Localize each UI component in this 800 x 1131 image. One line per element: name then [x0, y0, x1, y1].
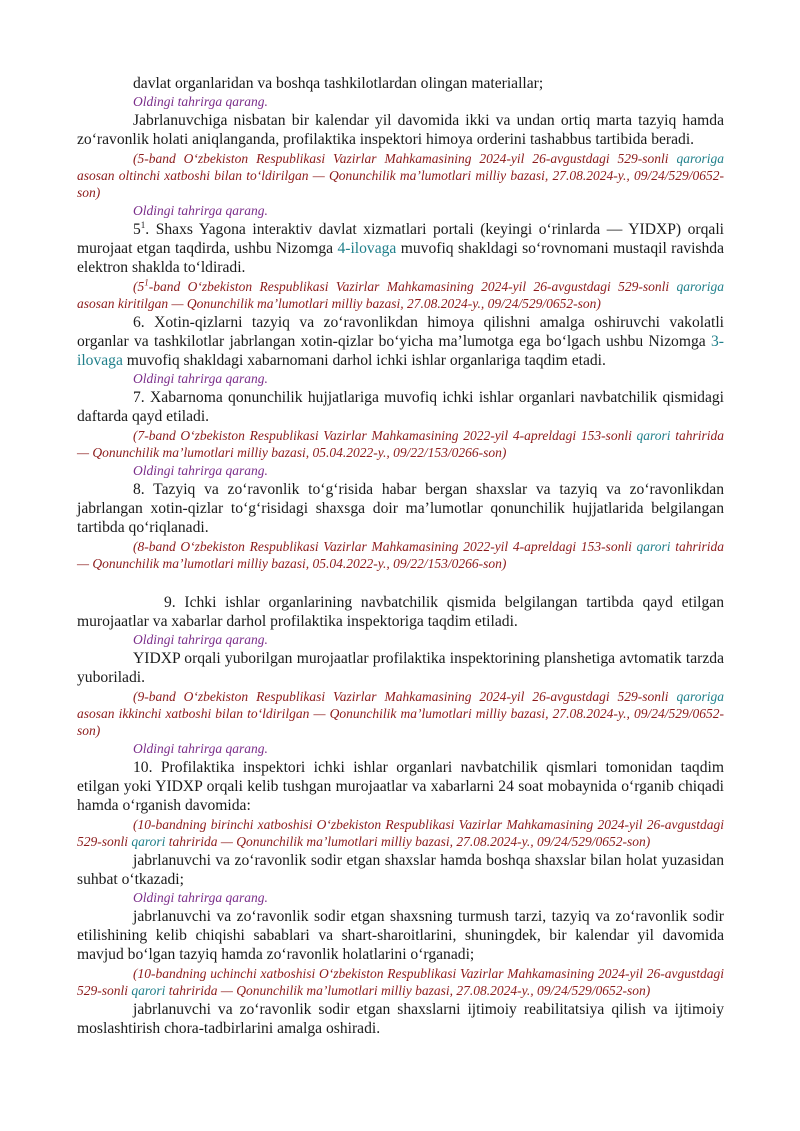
paragraph-text: . Shaxs Yagona interaktiv davlat xizmatlari portali (keyingi oʻrinlarda — YIDXP) orqali murojaat etgan taqdirda, ushbu Nizomga — [77, 221, 724, 257]
previous-edition-link[interactable]: Oldingi tahrirga qarang. — [133, 632, 268, 647]
paragraph: YIDXP orqali yuborilgan murojaatlar profilaktika inspektorining planshetiga avtomatik tarzda yuboriladi. — [77, 650, 724, 686]
clause-number: 5 — [133, 221, 141, 238]
paragraph — [77, 220, 724, 277]
paragraph: jabrlanuvchi va zoʻravonlik sodir etgan shaxslarni ijtimoiy reabilitatsiya qilish va ijtimoiy moslashtirish chora-tadbirlarini amalga oshiradi. — [77, 1001, 724, 1037]
previous-edition-link[interactable]: Oldingi tahrirga qarang. — [133, 463, 268, 478]
resolution-link[interactable]: qarori — [131, 983, 166, 998]
amendment-note — [77, 688, 724, 739]
previous-edition-link[interactable]: Oldingi tahrirga qarang. — [133, 203, 268, 218]
amendment-note — [77, 965, 724, 999]
amendment-note — [77, 278, 724, 312]
clause-superscript: 1 — [140, 219, 146, 230]
amendment-note — [77, 538, 724, 572]
paragraph: jabrlanuvchi va zoʻravonlik sodir etgan shaxslar hamda boshqa shaxslar bilan holat yuzasidan suhbat oʻtkazadi; — [77, 852, 724, 888]
amendment-text: -band Oʻzbekiston Respublikasi Vazirlar Mahkamasining 2024-yil 26-avgustdagi 529-sonli — [148, 279, 677, 294]
paragraph-text: muvofiq shakldagi soʻrovnomani mustaqil ravishda elektron shaklda toʻldiradi. — [77, 240, 724, 276]
previous-edition-link[interactable]: Oldingi tahrirga qarang. — [133, 371, 268, 386]
previous-edition-link[interactable]: Oldingi tahrirga qarang. — [133, 94, 268, 109]
resolution-link[interactable]: qaroriga — [676, 279, 724, 294]
paragraph — [77, 313, 724, 370]
paragraph: Jabrlanuvchiga nisbatan bir kalendar yil davomida ikki va undan ortiq marta tazyiq hamda zoʻravonlik holati aniqlanganda, profilaktika inspektori himoya orderini tashabbus tartibida beradi. — [77, 112, 724, 148]
paragraph: 8. Tazyiq va zoʻravonlik toʻgʻrisida habar bergan shaxslar va tazyiq va zoʻravonlikdan jabrlangan xotin-qizlar toʻgʻrisidagi shaxsga doir maʼlumotlar qonunchilik hujjatlarida belgilangan tartibda qoʻriqlanadi. — [77, 481, 724, 536]
amendment-text: (10-bandning uchinchi xatboshisi Oʻzbekiston Respublikasi Vazirlar Mahkamasining 2024-yil 26-avgustdagi 529-sonli — [77, 966, 724, 998]
amendment-text: tahririda — Qonunchilik maʼlumotlari milliy bazasi, 27.08.2024-y., 09/24/529/0652-son) — [165, 834, 651, 849]
paragraph: jabrlanuvchi va zoʻravonlik sodir etgan shaxsning turmush tarzi, tazyiq va zoʻravonlik sodir etilishining kelib chiqishi sabablari va shart-sharoitlarini, shuningdek, bir kalendar yil davomida mavjud boʻlgan tazyiq hamda zoʻravonlik holatlarini oʻrganadi; — [77, 908, 724, 963]
amendment-text: tahririda — Qonunchilik maʼlumotlari milliy bazasi, 27.08.2024-y., 09/24/529/0652-son) — [165, 983, 651, 998]
paragraph: 9. Ichki ishlar organlarining navbatchilik qismida belgilangan tartibda qayd etilgan murojaatlar va xabarlar darhol profilaktika inspektoriga taqdim etiladi. — [77, 594, 724, 630]
paragraph-text: muvofiq shakldagi xabarnomani darhol ichki ishlar organlariga taqdim etadi. — [122, 352, 606, 369]
resolution-link[interactable]: qarori — [636, 428, 671, 443]
resolution-link[interactable]: qaroriga — [676, 689, 724, 704]
appendix-link[interactable]: 4-ilovaga — [337, 240, 397, 257]
amendment-text: tahririda — Qonunchilik maʼlumotlari milliy bazasi, 05.04.2022-y., 09/22/153/0266-son) — [77, 428, 724, 460]
previous-edition-link[interactable]: Oldingi tahrirga qarang. — [133, 741, 268, 756]
amendment-text: (7-band Oʻzbekiston Respublikasi Vazirlar Mahkamasining 2022-yil 4-apreldagi 153-sonli — [133, 428, 637, 443]
spacer — [77, 573, 724, 593]
amendment-text: asosan ikkinchi xatboshi bilan toʻldirilgan — Qonunchilik maʼlumotlari milliy bazasi, 27.08.2024-y., 09/24/529/0652-son) — [77, 706, 724, 738]
paragraph-text: 6. Xotin-qizlarni tazyiq va zoʻravonlikdan himoya qilishni amalga oshiruvchi vakolatli organlar va tashkilotlar jabrlangan xotin-qizlar boʻyicha maʼlumotga ega boʻlgach ushbu Nizomga — [77, 314, 724, 350]
amendment-note — [77, 816, 724, 850]
paragraph: 10. Profilaktika inspektori ichki ishlar organlari navbatchilik qismlari tomonidan taqdim etilgan yoki YIDXP orqali kelib tushgan murojaatlar va xabarlarni 24 soat mobaynida oʻrganib chiqadi hamda oʻrganish davomida: — [77, 759, 724, 814]
amendment-text: (5-band Oʻzbekiston Respublikasi Vazirlar Mahkamasining 2024-yil 26-avgustdagi 529-sonli — [133, 151, 677, 166]
resolution-link[interactable]: qarori — [131, 834, 166, 849]
amendment-text: asosan oltinchi xatboshi bilan toʻldirilgan — Qonunchilik maʼlumotlari milliy bazasi, 27.08.2024-y., 09/24/529/0652-son) — [77, 168, 724, 200]
amendment-note — [77, 427, 724, 461]
appendix-link[interactable]: 3-ilovaga — [77, 333, 724, 369]
amendment-text: asosan kiritilgan — Qonunchilik maʼlumotlari milliy bazasi, 27.08.2024-y., 09/24/529/0652-son) — [77, 296, 601, 311]
amendment-text: (8-band Oʻzbekiston Respublikasi Vazirlar Mahkamasining 2022-yil 4-apreldagi 153-sonli — [133, 539, 637, 554]
amendment-text: (5 — [133, 279, 145, 294]
amendment-text: (10-bandning birinchi xatboshisi Oʻzbekiston Respublikasi Vazirlar Mahkamasining 2024-yil 26-avgustdagi 529-sonli — [77, 817, 724, 849]
amendment-text: tahririda — Qonunchilik maʼlumotlari milliy bazasi, 05.04.2022-y., 09/22/153/0266-son) — [77, 539, 724, 571]
amendment-note — [77, 150, 724, 201]
paragraph: 7. Xabarnoma qonunchilik hujjatlariga muvofiq ichki ishlar organlari navbatchilik qismidagi daftarda qayd etiladi. — [77, 389, 724, 425]
resolution-link[interactable]: qarori — [636, 539, 671, 554]
resolution-link[interactable]: qaroriga — [676, 151, 724, 166]
previous-edition-link[interactable]: Oldingi tahrirga qarang. — [133, 890, 268, 905]
paragraph: davlat organlaridan va boshqa tashkilotlardan olingan materiallar; — [133, 75, 544, 92]
document-page — [77, 74, 724, 1038]
clause-superscript: 1 — [144, 277, 149, 288]
amendment-text: (9-band Oʻzbekiston Respublikasi Vazirlar Mahkamasining 2024-yil 26-avgustdagi 529-sonli — [133, 689, 677, 704]
